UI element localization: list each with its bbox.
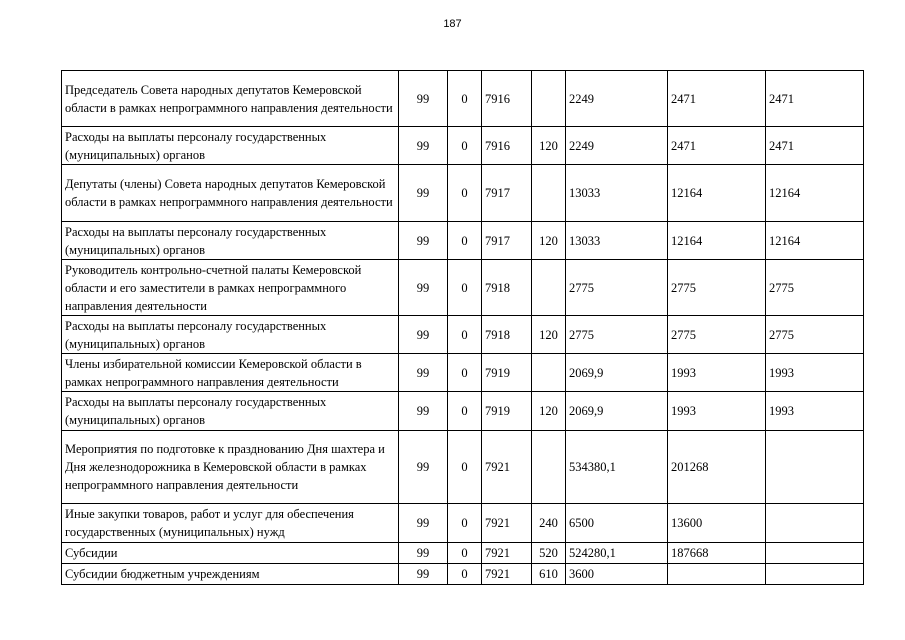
cell-amount-3: 1993 (766, 354, 864, 392)
cell-amount-3 (766, 504, 864, 543)
cell-target-item: 7921 (482, 431, 532, 504)
cell-amount-3: 2471 (766, 71, 864, 127)
table-row (62, 504, 864, 543)
table-row (62, 260, 864, 316)
cell-expense-type: 610 (532, 564, 566, 585)
cell-target-item: 7918 (482, 316, 532, 354)
cell-target-item: 7921 (482, 504, 532, 543)
cell-subsection: 0 (448, 222, 482, 260)
cell-amount-1: 2775 (566, 260, 668, 316)
cell-amount-1: 2249 (566, 127, 668, 165)
table-row (62, 71, 864, 127)
cell-amount-2: 13600 (668, 504, 766, 543)
row-name: Председатель Совета народных депутатов Кемеровской области в рамках непрограммного направления деятельности (62, 71, 399, 127)
cell-amount-1: 13033 (566, 222, 668, 260)
cell-section: 99 (399, 316, 448, 354)
row-name: Руководитель контрольно-счетной палаты Кемеровской области и его заместители в рамках непрограммного направления деятельности (62, 260, 399, 316)
table-row (62, 316, 864, 354)
row-name: Расходы на выплаты персоналу государственных (муниципальных) органов (62, 127, 399, 165)
cell-amount-1: 2069,9 (566, 354, 668, 392)
cell-subsection: 0 (448, 316, 482, 354)
cell-amount-3 (766, 543, 864, 564)
row-name: Субсидии бюджетным учреждениям (62, 564, 399, 585)
cell-subsection: 0 (448, 392, 482, 431)
cell-expense-type (532, 71, 566, 127)
cell-amount-3: 12164 (766, 222, 864, 260)
cell-subsection: 0 (448, 564, 482, 585)
cell-amount-3 (766, 564, 864, 585)
cell-amount-3: 2471 (766, 127, 864, 165)
table-row (62, 431, 864, 504)
table-row (62, 127, 864, 165)
cell-section: 99 (399, 165, 448, 222)
cell-target-item: 7919 (482, 392, 532, 431)
cell-amount-3: 2775 (766, 316, 864, 354)
row-name: Иные закупки товаров, работ и услуг для обеспечения государственных (муниципальных) нужд (62, 504, 399, 543)
cell-amount-1: 2249 (566, 71, 668, 127)
cell-subsection: 0 (448, 504, 482, 543)
cell-amount-2: 2775 (668, 316, 766, 354)
cell-expense-type: 520 (532, 543, 566, 564)
cell-target-item: 7916 (482, 127, 532, 165)
cell-section: 99 (399, 564, 448, 585)
cell-amount-2: 2471 (668, 71, 766, 127)
table-row (62, 222, 864, 260)
cell-amount-2 (668, 564, 766, 585)
cell-amount-2: 201268 (668, 431, 766, 504)
cell-amount-1: 534380,1 (566, 431, 668, 504)
row-name: Субсидии (62, 543, 399, 564)
cell-amount-2: 187668 (668, 543, 766, 564)
cell-amount-1: 3600 (566, 564, 668, 585)
page-number: 187 (443, 18, 462, 30)
budget-table (61, 70, 864, 585)
cell-amount-1: 2069,9 (566, 392, 668, 431)
cell-expense-type (532, 165, 566, 222)
cell-amount-2: 12164 (668, 165, 766, 222)
cell-target-item: 7916 (482, 71, 532, 127)
cell-expense-type: 120 (532, 316, 566, 354)
row-name: Расходы на выплаты персоналу государственных (муниципальных) органов (62, 316, 399, 354)
cell-expense-type: 120 (532, 222, 566, 260)
cell-subsection: 0 (448, 543, 482, 564)
cell-subsection: 0 (448, 165, 482, 222)
cell-expense-type (532, 354, 566, 392)
cell-expense-type: 120 (532, 127, 566, 165)
cell-amount-1: 2775 (566, 316, 668, 354)
cell-target-item: 7921 (482, 564, 532, 585)
cell-target-item: 7921 (482, 543, 532, 564)
cell-amount-3 (766, 431, 864, 504)
row-name: Расходы на выплаты персоналу государственных (муниципальных) органов (62, 222, 399, 260)
cell-section: 99 (399, 354, 448, 392)
row-name: Мероприятия по подготовке к празднованию Дня шахтера и Дня железнодорожника в Кемеровской области в рамках непрограммного направления деятельности (62, 431, 399, 504)
cell-expense-type (532, 431, 566, 504)
table-row (62, 165, 864, 222)
cell-amount-2: 1993 (668, 392, 766, 431)
cell-section: 99 (399, 127, 448, 165)
row-name: Расходы на выплаты персоналу государственных (муниципальных) органов (62, 392, 399, 431)
cell-target-item: 7917 (482, 222, 532, 260)
row-name: Депутаты (члены) Совета народных депутатов Кемеровской области в рамках непрограммного направления деятельности (62, 165, 399, 222)
cell-subsection: 0 (448, 127, 482, 165)
cell-target-item: 7918 (482, 260, 532, 316)
cell-section: 99 (399, 431, 448, 504)
table-row (62, 543, 864, 564)
cell-section: 99 (399, 392, 448, 431)
cell-section: 99 (399, 260, 448, 316)
cell-amount-1: 6500 (566, 504, 668, 543)
cell-section: 99 (399, 543, 448, 564)
cell-section: 99 (399, 71, 448, 127)
cell-amount-1: 13033 (566, 165, 668, 222)
cell-expense-type: 240 (532, 504, 566, 543)
cell-subsection: 0 (448, 260, 482, 316)
cell-amount-2: 1993 (668, 354, 766, 392)
cell-subsection: 0 (448, 354, 482, 392)
cell-target-item: 7919 (482, 354, 532, 392)
cell-amount-3: 12164 (766, 165, 864, 222)
cell-expense-type (532, 260, 566, 316)
cell-section: 99 (399, 222, 448, 260)
table-row (62, 392, 864, 431)
cell-amount-3: 2775 (766, 260, 864, 316)
cell-amount-2: 12164 (668, 222, 766, 260)
cell-subsection: 0 (448, 431, 482, 504)
cell-section: 99 (399, 504, 448, 543)
cell-expense-type: 120 (532, 392, 566, 431)
table-row (62, 354, 864, 392)
cell-amount-3: 1993 (766, 392, 864, 431)
cell-amount-1: 524280,1 (566, 543, 668, 564)
cell-amount-2: 2775 (668, 260, 766, 316)
table-row (62, 564, 864, 585)
cell-target-item: 7917 (482, 165, 532, 222)
cell-amount-2: 2471 (668, 127, 766, 165)
cell-subsection: 0 (448, 71, 482, 127)
row-name: Члены избирательной комиссии Кемеровской области в рамках непрограммного направления деятельности (62, 354, 399, 392)
